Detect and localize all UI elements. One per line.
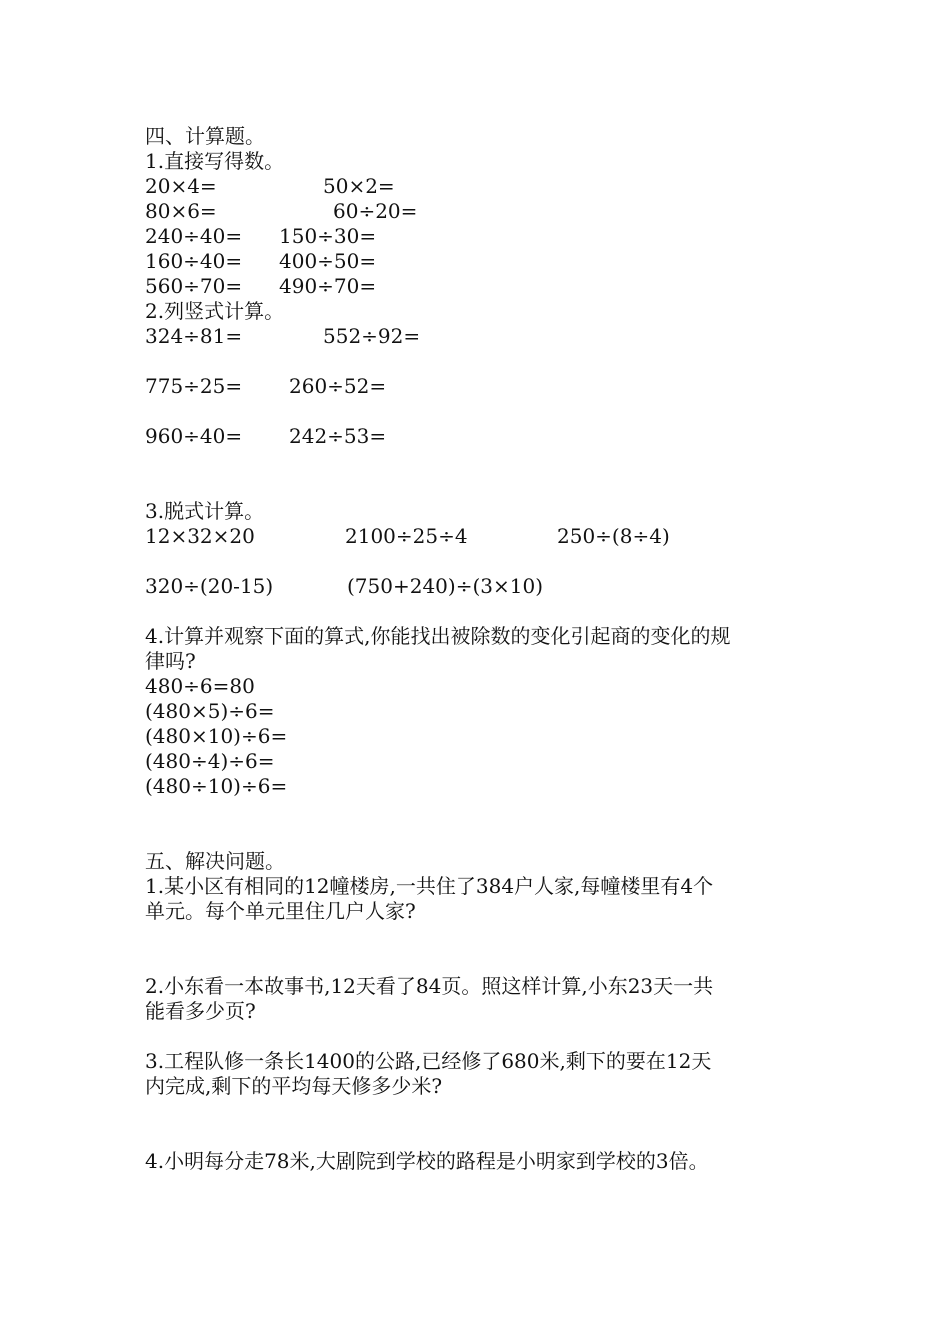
stepwise-calc-item: 250÷(8÷4) xyxy=(557,524,670,548)
oral-calc-item: 150÷30= xyxy=(279,224,377,248)
problem-2: 2.小东看一本故事书,12天看了84页。照这样计算,小东23天一共 xyxy=(145,974,714,998)
vertical-calc-item: 260÷52= xyxy=(289,374,387,398)
vertical-calc-item: 242÷53= xyxy=(289,424,387,448)
problem-4: 4.小明每分走78米,大剧院到学校的路程是小明家到学校的3倍。 xyxy=(145,1149,709,1173)
problem-1: 1.某小区有相同的12幢楼房,一共住了384户人家,每幢楼里有4个 xyxy=(145,874,714,898)
problem-3-cont: 内完成,剩下的平均每天修多少米? xyxy=(145,1074,443,1098)
part-4-title: 4.计算并观察下面的算式,你能找出被除数的变化引起商的变化的规 xyxy=(145,624,731,648)
oral-calc-item: 560÷70= xyxy=(145,274,243,298)
stepwise-calc-item: (750+240)÷(3×10) xyxy=(347,574,544,598)
stepwise-calc-item: 12×32×20 xyxy=(145,524,255,548)
vertical-calc-item: 775÷25= xyxy=(145,374,243,398)
problem-3: 3.工程队修一条长1400的公路,已经修了680米,剩下的要在12天 xyxy=(145,1049,712,1073)
part-4-title-cont: 律吗? xyxy=(145,649,196,673)
oral-calc-item: 20×4= xyxy=(145,174,217,198)
part-1-title: 1.直接写得数。 xyxy=(145,149,285,173)
problem-2-cont: 能看多少页? xyxy=(145,999,256,1023)
observe-calc-item: (480÷4)÷6= xyxy=(145,749,275,773)
oral-calc-item: 240÷40= xyxy=(145,224,243,248)
part-2-title: 2.列竖式计算。 xyxy=(145,299,285,323)
section-4-title: 四、计算题。 xyxy=(145,124,265,148)
oral-calc-item: 50×2= xyxy=(323,174,395,198)
problem-1-cont: 单元。每个单元里住几户人家? xyxy=(145,899,416,923)
vertical-calc-item: 960÷40= xyxy=(145,424,243,448)
observe-calc-item: (480÷10)÷6= xyxy=(145,774,288,798)
oral-calc-item: 160÷40= xyxy=(145,249,243,273)
oral-calc-item: 60÷20= xyxy=(333,199,418,223)
oral-calc-item: 80×6= xyxy=(145,199,217,223)
observe-calc-item: 480÷6=80 xyxy=(145,674,255,698)
stepwise-calc-item: 320÷(20-15) xyxy=(145,574,274,598)
observe-calc-item: (480×5)÷6= xyxy=(145,699,275,723)
vertical-calc-item: 324÷81= xyxy=(145,324,243,348)
observe-calc-item: (480×10)÷6= xyxy=(145,724,288,748)
vertical-calc-item: 552÷92= xyxy=(323,324,421,348)
part-3-title: 3.脱式计算。 xyxy=(145,499,265,523)
oral-calc-item: 490÷70= xyxy=(279,274,377,298)
oral-calc-item: 400÷50= xyxy=(279,249,377,273)
stepwise-calc-item: 2100÷25÷4 xyxy=(345,524,468,548)
section-5-title: 五、解决问题。 xyxy=(145,849,285,873)
